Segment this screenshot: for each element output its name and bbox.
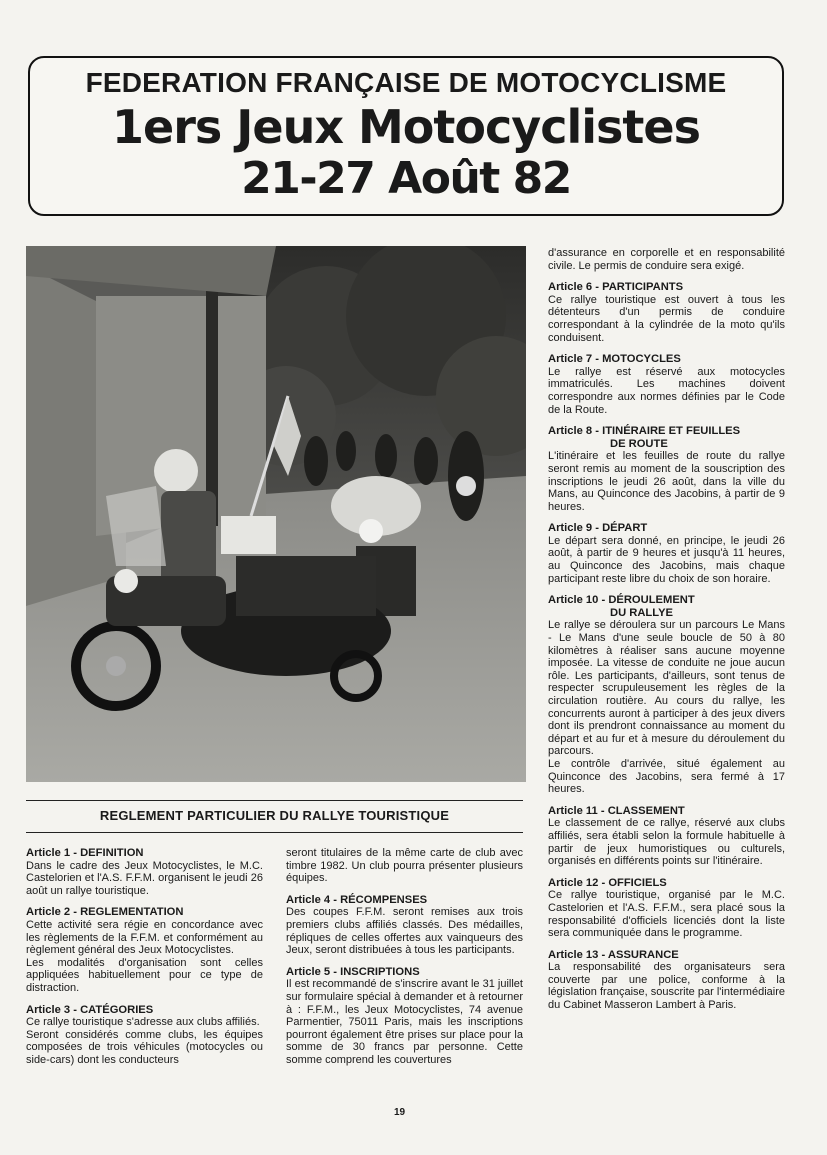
article-text: Il est recommandé de s'inscrire avant le 31 juillet sur formulaire spécial à demander et à retourner à : F.F.M., les Jeux Motocyclistes, 74 avenue Parmentier, 75011 Paris, mais les inscriptions pourront également être prises sur place pour la somme de 30 francs par personne. Cette somme comprend les couvertures — [286, 978, 523, 1066]
article-text: Seront considérés comme clubs, les équipes composées de trois véhicules (motocycles ou side-cars) dont les conducteurs — [26, 1028, 263, 1066]
article-title: Article 2 - REGLEMENTATION — [26, 906, 184, 919]
title-banner — [28, 56, 784, 216]
article-text: Le classement de ce rallye, réservé aux clubs affiliés, sera établi selon la formule habituelle à partir de jeux humoristiques ou culturels, organisés en différents points sur l'itinéraire. — [548, 817, 785, 868]
article-text: Le rallye se déroulera sur un parcours Le Mans - Le Mans d'une seule boucle de 50 à 80 kilomètres à réaliser sans aucune moyenne imposée. La vitesse de conduite ne joue aucun rôle. Les participants, d'ailleurs, sont tenus de respecter scrupuleusement les règles de la circulation routière. Au cours du rallye, les concurrents auront à participer à des jeux divers dont ils prendront connaissance au moment du départ et au fur et à mesure du déroulement du parcours. — [548, 619, 785, 758]
article-8 — [548, 425, 785, 513]
article-7 — [548, 353, 785, 416]
article-5-continued — [548, 247, 785, 272]
article-title — [548, 594, 785, 619]
article-title-line: Article 10 - DÉROULEMENT — [548, 594, 695, 607]
article-text: Cette activité sera régie en concordance avec les règlements de la F.F.M. et conformément au règlement général des Jeux Motocyclistes. — [26, 918, 263, 957]
article-13 — [548, 949, 785, 1012]
article-title-line: DU RALLYE — [610, 606, 673, 619]
article-title: Article 13 - ASSURANCE — [548, 948, 679, 961]
article-10 — [548, 594, 785, 796]
event-dates: 21-27 Août 82 — [241, 153, 571, 204]
event-title: 1ers Jeux Motocyclistes — [111, 100, 700, 154]
article-text: Le contrôle d'arrivée, situé également au Quinconce des Jacobins, sera fermé à 17 heures. — [548, 757, 785, 796]
article-text: Ce rallye touristique est ouvert à tous les détenteurs d'un permis de conduire correspondant à la cylindrée de la moto qu'ils conduisent. — [548, 293, 785, 344]
article-12 — [548, 877, 785, 940]
article-title: Article 12 - OFFICIELS — [548, 876, 667, 889]
article-title: Article 11 - CLASSEMENT — [548, 804, 685, 817]
article-title-line: DE ROUTE — [610, 437, 668, 450]
article-title — [548, 425, 785, 450]
article-5 — [286, 966, 523, 1067]
article-title: Article 4 - RÉCOMPENSES — [286, 893, 428, 906]
article-1 — [26, 847, 263, 897]
column-1 — [26, 847, 263, 1076]
article-text: seront titulaires de la même carte de club avec timbre 1982. Un club pourra présenter plusieurs équipes. — [286, 847, 523, 885]
article-3-continued — [286, 847, 523, 885]
article-text: Le départ sera donné, en principe, le jeudi 26 août, à partir de 9 heures et jusqu'à 11 heures, au Quinconce des Jacobins, mais chaque participant reste libre du choix de son horaire. — [548, 534, 785, 585]
article-title: Article 3 - CATÉGORIES — [26, 1003, 154, 1016]
article-text: Le rallye est réservé aux motocycles immatriculés. Les machines doivent correspondre aux normes définies par le Code de la Route. — [548, 365, 785, 416]
article-6 — [548, 281, 785, 344]
article-text: d'assurance en corporelle et en responsabilité civile. Le permis de conduire sera exigé. — [548, 247, 785, 272]
page-number: 19 — [394, 1107, 406, 1118]
article-text: Les modalités d'organisation sont celles appliquées habituellement pour ce type de distraction. — [26, 956, 263, 994]
article-title: Article 5 - INSCRIPTIONS — [286, 965, 420, 978]
article-title: Article 6 - PARTICIPANTS — [548, 281, 684, 294]
article-2 — [26, 906, 263, 994]
article-11 — [548, 805, 785, 868]
article-4 — [286, 894, 523, 957]
article-3 — [26, 1004, 263, 1067]
article-9 — [548, 522, 785, 585]
article-text: Ce rallye touristique, organisé par le M.C. Castelorien et l'A.S. F.F.M., sera placé sous la responsabilité d'officiels licenciés dont la liste sera communiquée dans le programme. — [548, 889, 785, 940]
article-title: Article 9 - DÉPART — [548, 522, 648, 535]
article-text: Ce rallye touristique s'adresse aux clubs affiliés. — [26, 1016, 260, 1029]
motorcycle-rally-photo — [26, 246, 526, 782]
federation-title: FEDERATION FRANÇAISE DE MOTOCYCLISME — [85, 67, 727, 98]
article-text: La responsabilité des organisateurs sera couverte par une police, conforme à la législation française, souscrite par l'intermédiaire du Cabinet Masseron Lambert à Paris. — [548, 961, 785, 1012]
column-2 — [286, 847, 523, 1076]
article-text: Dans le cadre des Jeux Motocyclistes, le M.C. Castelorien et l'A.S. F.F.M. organisent le jeudi 26 août un rallye touristique. — [26, 859, 263, 897]
section-title: REGLEMENT PARTICULIER DU RALLYE TOURISTIQUE — [26, 800, 523, 833]
article-title: Article 7 - MOTOCYCLES — [548, 353, 681, 366]
column-3 — [548, 247, 785, 1021]
article-title: Article 1 - DEFINITION — [26, 847, 144, 859]
article-text: Des coupes F.F.M. seront remises aux trois premiers clubs affiliés classés. Des médailles, répliques de celles offertes aux vainqueurs des Jeux, seront distribuées à tous les participants. — [286, 906, 523, 957]
article-text: L'itinéraire et les feuilles de route du rallye seront remis au moment de la souscription des inscriptions le jeudi 26 août, dans la ville du Mans, au Quinconce des Jacobins, à partir de 9 heures. — [548, 450, 785, 513]
article-title-line: Article 8 - ITINÉRAIRE ET FEUILLES — [548, 425, 741, 438]
